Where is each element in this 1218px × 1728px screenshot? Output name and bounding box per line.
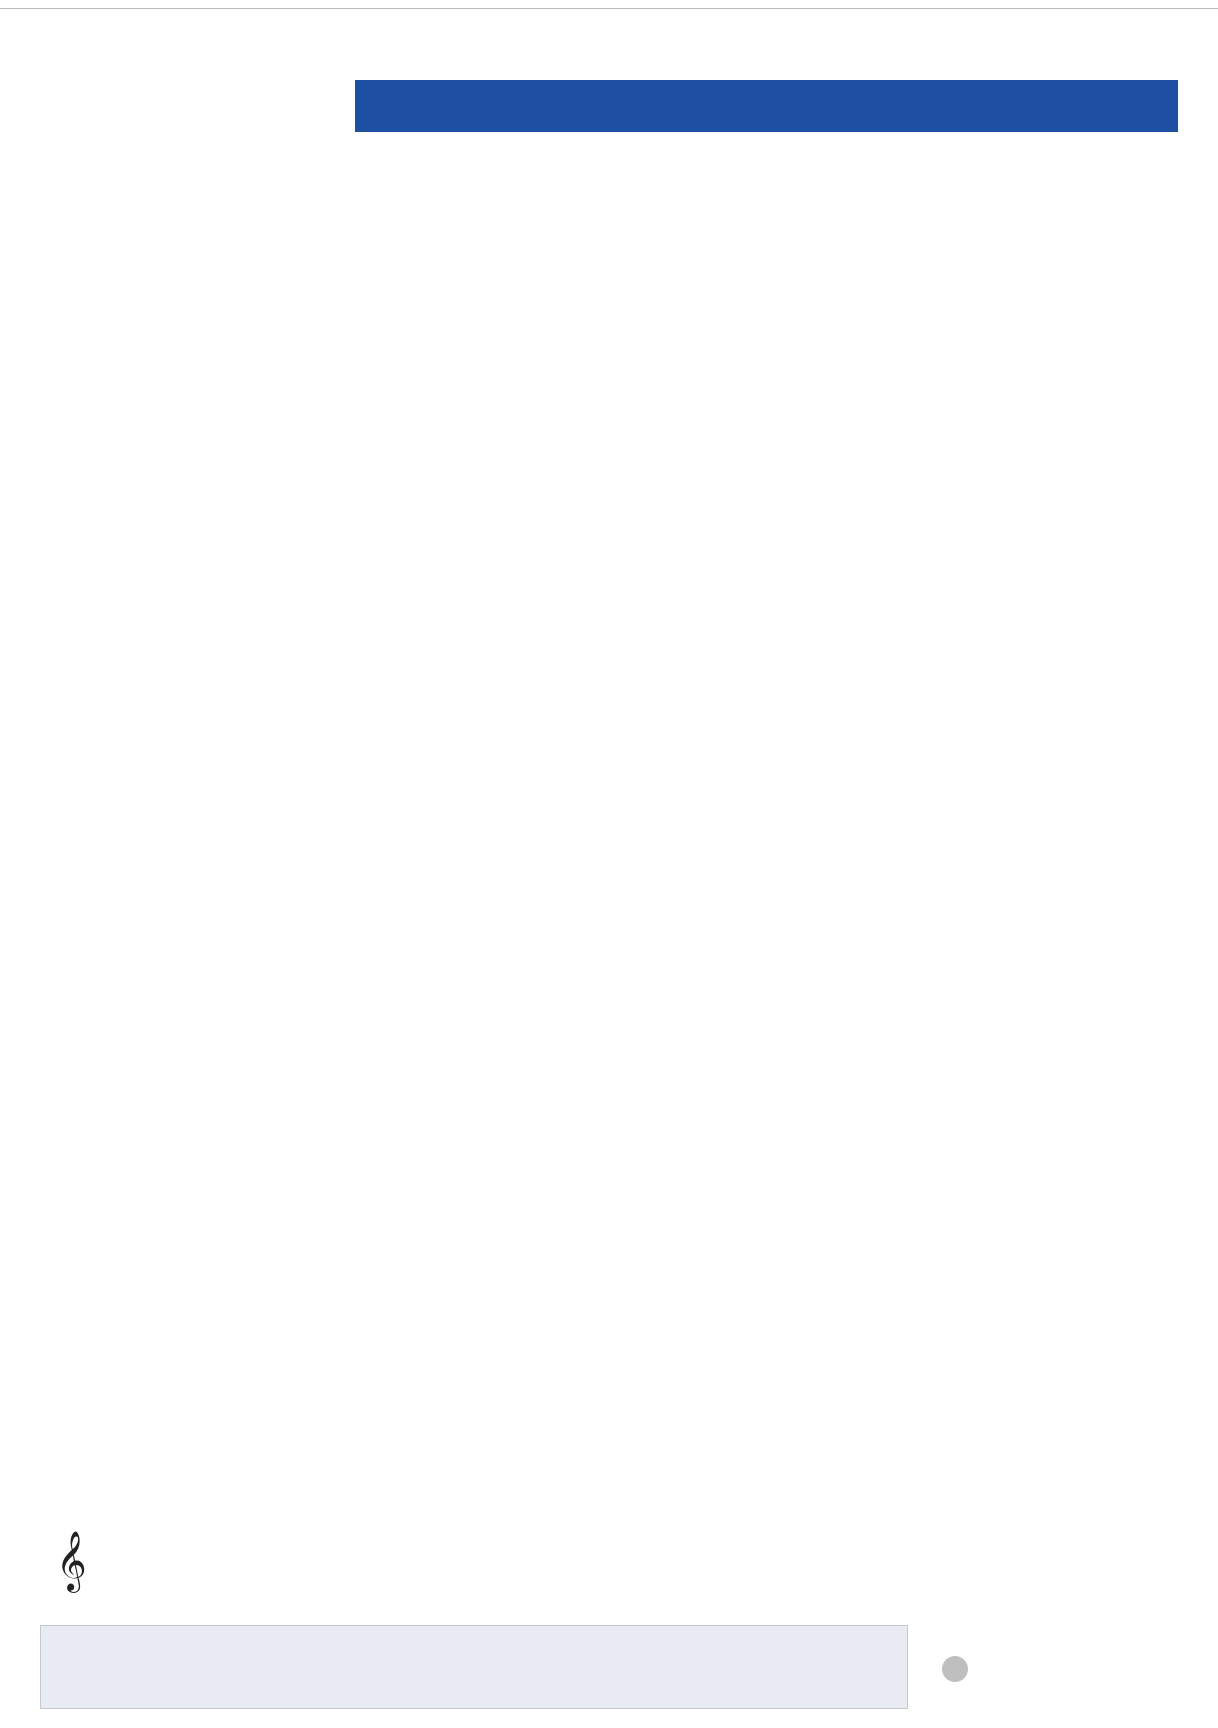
copyright-footer (40, 1625, 908, 1709)
column-1 (44, 166, 404, 188)
title-banner (355, 80, 1178, 132)
treble-clef-staff-icon: 𝄞 (56, 1531, 87, 1591)
carbon-footprint-badge (926, 1656, 984, 1684)
footprint-icon (942, 1656, 968, 1682)
top-rule (0, 8, 1218, 9)
music-staff (52, 1522, 1094, 1612)
column-3 (817, 162, 1184, 182)
column-2 (430, 162, 790, 184)
